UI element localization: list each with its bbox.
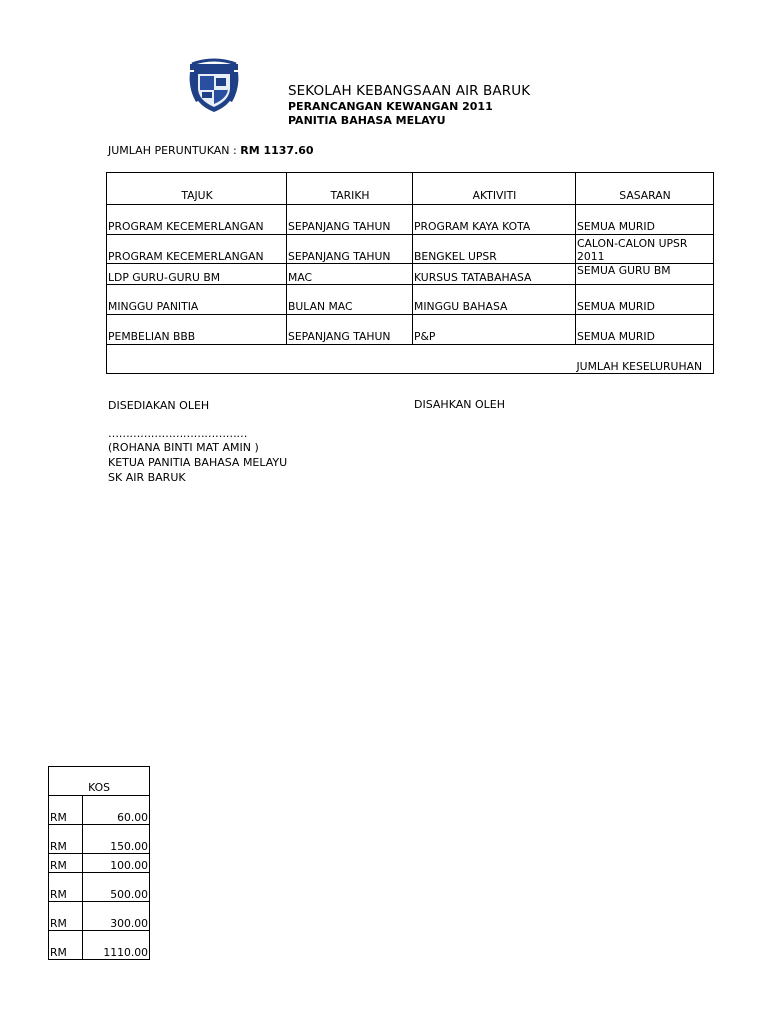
table-cell: P&P: [413, 315, 576, 345]
table-cell: SEMUA MURID: [576, 205, 714, 235]
column-header: TAJUK: [107, 173, 287, 205]
table-cell: PROGRAM KAYA KOTA: [413, 205, 576, 235]
table-cell: SEPANJANG TAHUN: [287, 315, 413, 345]
table-cell: CALON-CALON UPSR 2011: [576, 235, 714, 264]
cost-amount: 150.00: [83, 825, 150, 854]
cost-currency: RM: [49, 931, 83, 960]
column-header: AKTIVITI: [413, 173, 576, 205]
cost-currency: RM: [49, 854, 83, 873]
signature-line: …………………………………: [108, 427, 248, 440]
allocation-label: JUMLAH PERUNTUKAN :: [108, 144, 241, 157]
cost-row: [49, 873, 150, 902]
table-cell: MAC: [287, 264, 413, 285]
total-label: JUMLAH KESELURUHAN: [576, 345, 714, 374]
table-cell: MINGGU PANITIA: [107, 285, 287, 315]
cost-amount: 60.00: [83, 796, 150, 825]
signatory-position: KETUA PANITIA BAHASA MELAYU: [108, 456, 288, 469]
cost-amount: 100.00: [83, 854, 150, 873]
table-cell: MINGGU BAHASA: [413, 285, 576, 315]
prepared-by-label: DISEDIAKAN OLEH: [108, 399, 210, 412]
column-header: SASARAN: [576, 173, 714, 205]
signatory-name: (ROHANA BINTI MAT AMIN ): [108, 441, 259, 454]
table-row: [107, 285, 714, 315]
table-header-row: [107, 173, 714, 205]
school-crest-logo: [186, 58, 242, 114]
table-row: [107, 235, 714, 264]
cost-row: [49, 854, 150, 873]
total-row: [107, 345, 714, 374]
school-name: SEKOLAH KEBANGSAAN AIR BARUK: [288, 83, 531, 99]
allocation-value: RM 1137.60: [240, 144, 314, 157]
plan-title: PERANCANGAN KEWANGAN 2011: [288, 100, 493, 113]
table-row: [107, 205, 714, 235]
table-cell: PROGRAM KECEMERLANGAN: [107, 205, 287, 235]
cost-amount: 300.00: [83, 902, 150, 931]
table-cell: SEMUA MURID: [576, 315, 714, 345]
table-cell: BULAN MAC: [287, 285, 413, 315]
cost-currency: RM: [49, 873, 83, 902]
table-cell: PEMBELIAN BBB: [107, 315, 287, 345]
cost-currency: RM: [49, 796, 83, 825]
signatory-block: [108, 440, 287, 485]
table-cell: LDP GURU-GURU BM: [107, 264, 287, 285]
activity-table: [106, 172, 714, 374]
table-cell: SEMUA GURU BM: [576, 264, 714, 285]
cost-row: [49, 931, 150, 960]
approved-by-label: DISAHKAN OLEH: [414, 398, 505, 411]
signatory-school: SK AIR BARUK: [108, 471, 186, 484]
table-cell: BENGKEL UPSR: [413, 235, 576, 264]
cost-row: [49, 825, 150, 854]
cost-row: [49, 902, 150, 931]
table-cell: SEPANJANG TAHUN: [287, 235, 413, 264]
column-header: TARIKH: [287, 173, 413, 205]
cost-currency: RM: [49, 825, 83, 854]
cost-amount: 1110.00: [83, 931, 150, 960]
table-cell: KURSUS TATABAHASA: [413, 264, 576, 285]
cost-amount: 500.00: [83, 873, 150, 902]
cost-header-row: [49, 767, 150, 796]
cost-header: KOS: [49, 767, 150, 796]
committee-name: PANITIA BAHASA MELAYU: [288, 114, 446, 127]
school-crest-icon: [186, 58, 242, 114]
cost-row: [49, 796, 150, 825]
allocation-line: [108, 144, 314, 157]
table-cell: SEMUA MURID: [576, 285, 714, 315]
cost-currency: RM: [49, 902, 83, 931]
cost-table: [48, 766, 150, 960]
table-row: [107, 315, 714, 345]
table-cell: SEPANJANG TAHUN: [287, 205, 413, 235]
table-cell: PROGRAM KECEMERLANGAN: [107, 235, 287, 264]
total-row-spacer: [107, 345, 576, 374]
table-row: [107, 264, 714, 285]
